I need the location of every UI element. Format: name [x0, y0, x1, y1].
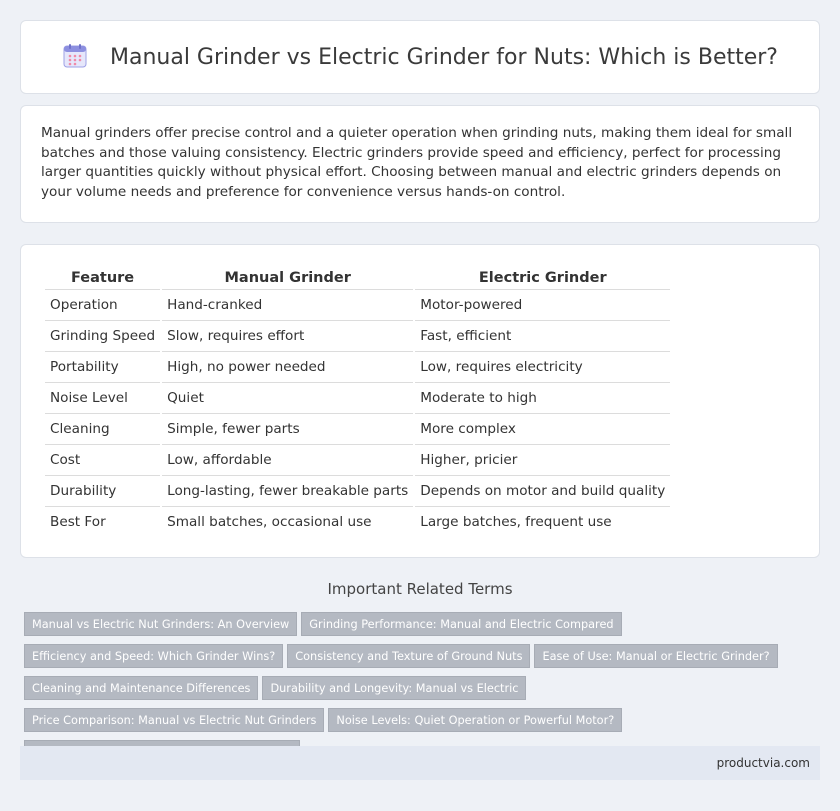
cell-manual: High, no power needed: [162, 351, 413, 382]
cell-manual: Low, affordable: [162, 444, 413, 475]
related-term-tag[interactable]: Ease of Use: Manual or Electric Grinder?: [534, 644, 777, 668]
cell-feature: Noise Level: [45, 382, 160, 413]
table-row: [45, 506, 670, 537]
comparison-section: [20, 244, 820, 558]
cell-manual: Simple, fewer parts: [162, 413, 413, 444]
related-term-tag[interactable]: Cleaning and Maintenance Differences: [24, 676, 258, 700]
related-terms-title: Important Related Terms: [327, 580, 513, 598]
cell-feature: Best For: [45, 506, 160, 537]
cell-feature: Grinding Speed: [45, 320, 160, 351]
cell-electric: Higher, pricier: [415, 444, 670, 475]
cell-electric: Depends on motor and build quality: [415, 475, 670, 506]
page-title: Manual Grinder vs Electric Grinder for Nuts: Which is Better?: [110, 44, 778, 70]
table-row: [45, 413, 670, 444]
cell-manual: Slow, requires effort: [162, 320, 413, 351]
column-header-electric: Electric Grinder: [478, 270, 607, 286]
cell-feature: Durability: [45, 475, 160, 506]
cell-electric: Low, requires electricity: [415, 351, 670, 382]
cell-manual: Quiet: [162, 382, 413, 413]
cell-electric: Moderate to high: [415, 382, 670, 413]
intro-text: Manual grinders offer precise control and a quieter operation when grinding nuts, making them ideal for small batches and those valuing consistency. Electric grinders provide speed and efficiency, perfect for processing larger quantities quickly without physical effort. Choosing between manual and electric grinders depends on your volume needs and preference for convenience versus hands-on control.: [41, 125, 793, 200]
footer: [20, 746, 820, 780]
cell-feature: Portability: [45, 351, 160, 382]
cell-manual: Long-lasting, fewer breakable parts: [162, 475, 413, 506]
page-header: [20, 20, 820, 94]
cell-electric: Large batches, frequent use: [415, 506, 670, 537]
intro-section: [20, 105, 820, 223]
table-row: [45, 382, 670, 413]
cell-electric: More complex: [415, 413, 670, 444]
cell-feature: Cleaning: [45, 413, 160, 444]
cell-feature: Operation: [45, 289, 160, 320]
table-row: [45, 289, 670, 320]
table-row: [45, 320, 670, 351]
table-header-row: [45, 265, 670, 289]
related-term-tag[interactable]: Consistency and Texture of Ground Nuts: [287, 644, 530, 668]
related-term-tag[interactable]: Manual vs Electric Nut Grinders: An Overview: [24, 612, 297, 636]
table-row: [45, 351, 670, 382]
column-header-feature: Feature: [70, 270, 135, 286]
footer-site-link[interactable]: productvia.com: [716, 756, 810, 770]
related-term-tag[interactable]: Durability and Longevity: Manual vs Electric: [262, 676, 526, 700]
comparison-table: [43, 265, 672, 537]
related-term-tag[interactable]: Efficiency and Speed: Which Grinder Wins?: [24, 644, 283, 668]
related-term-tag[interactable]: Price Comparison: Manual vs Electric Nut Grinders: [24, 708, 324, 732]
table-row: [45, 444, 670, 475]
column-header-manual: Manual Grinder: [224, 270, 351, 286]
calendar-icon: [62, 43, 88, 69]
cell-electric: Motor-powered: [415, 289, 670, 320]
cell-electric: Fast, efficient: [415, 320, 670, 351]
cell-manual: Small batches, occasional use: [162, 506, 413, 537]
related-term-tag[interactable]: Noise Levels: Quiet Operation or Powerful Motor?: [328, 708, 622, 732]
cell-manual: Hand-cranked: [162, 289, 413, 320]
related-term-tag[interactable]: Grinding Performance: Manual and Electric Compared: [301, 612, 621, 636]
cell-feature: Cost: [45, 444, 160, 475]
table-row: [45, 475, 670, 506]
